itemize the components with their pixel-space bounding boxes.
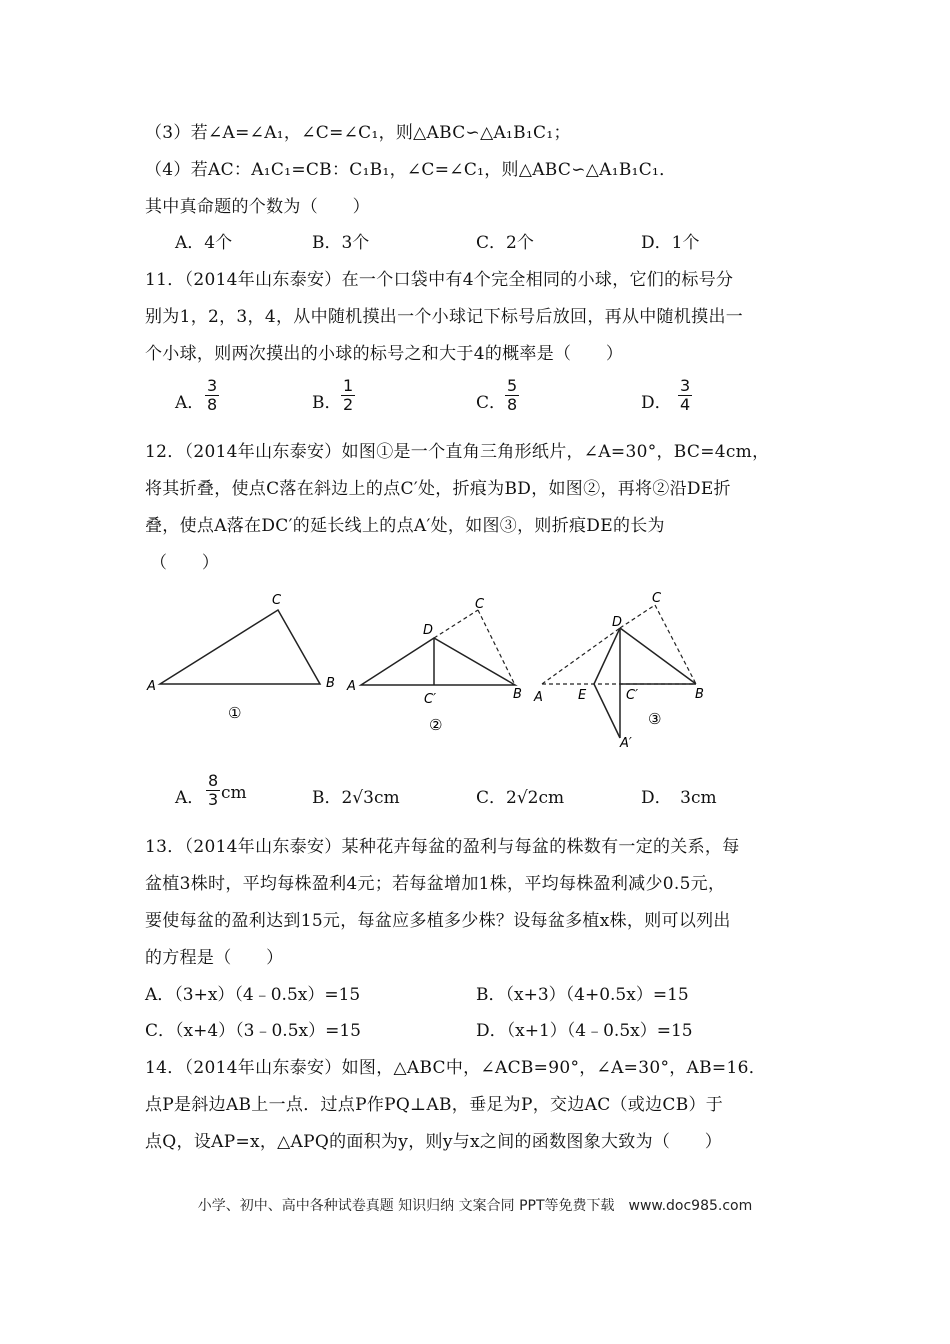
q12-text-1: 12．（2014年山东泰安）如图①是一个直角三角形纸片，∠A=30°，BC=4cm， [145,442,770,462]
numerator: 3 [680,376,691,395]
q14-text-3: 点Q，设AP=x，△APQ的面积为y，则y与x之间的函数图象大致为（ ） [145,1132,723,1152]
q13-option-c: C．（x+4）（3﹣0.5x）=15 [145,1021,361,1041]
fig3-label-c: C [652,591,662,606]
q10-question: 其中真命题的个数为（ ） [145,197,370,217]
q12-option-d: D． 3cm [641,788,717,808]
q11-option-c-fraction [505,377,519,414]
q11-option-a-label: A． [175,393,205,413]
fig1-label-a: A [147,679,156,694]
denominator: 4 [680,395,691,414]
q14-text-1: 14．（2014年山东泰安）如图，△ABC中，∠ACB=90°，∠A=30°，AB=16． [145,1058,766,1078]
q12-option-c: C．2√2cm [476,788,565,808]
q10-option-b: B．3个 [312,233,370,253]
q11-text-1: 11．（2014年山东泰安）在一个口袋中有4个完全相同的小球，它们的标号分 [145,270,734,290]
fig1-number: ① [228,704,242,722]
q13-option-a: A．（3+x）（4﹣0.5x）=15 [145,985,361,1005]
q11-option-a-fraction [205,377,219,414]
q12-text-2: 将其折叠，使点C落在斜边上的点C′处，折痕为BD，如图②，再将②沿DE折 [145,479,731,499]
q13-option-b: B．（x+3）（4+0.5x）=15 [476,985,689,1005]
fig2-label-d: D [423,623,434,638]
numerator: 5 [507,376,518,395]
numerator: 8 [208,771,219,790]
q10-statement-3: （3）若∠A=∠A₁，∠C=∠C₁，则△ABC∽△A₁B₁C₁； [145,123,571,143]
figure-2 [346,597,522,734]
q13-option-d: D．（x+1）（4﹣0.5x）=15 [476,1021,693,1041]
fig1-label-c: C [272,593,282,608]
fig3-label-cprime: C′ [626,688,639,703]
numerator: 1 [343,376,354,395]
fig3-number: ③ [648,710,662,728]
q11-option-b-fraction [341,377,355,414]
q13-text-4: 的方程是（ ） [145,948,284,968]
q10-option-a: A．4个 [175,233,233,253]
q13-text-3: 要使每盆的盈利达到15元，每盆应多植多少株？设每盆多植x株，则可以列出 [145,911,731,931]
fig3-label-e: E [578,688,587,703]
denominator: 8 [207,395,218,414]
q11-option-d-fraction [678,377,692,414]
q12-option-b: B．2√3cm [312,788,400,808]
q12-option-a-label: A． [175,788,205,808]
figure-1 [146,593,335,722]
fig3-label-d: D [612,615,623,630]
q11-text-2: 别为1，2，3，4，从中随机摸出一个小球记下标号后放回，再从中随机摸出一 [145,307,744,327]
page-footer: 小学、初中、高中各种试卷真题 知识归纳 文案合同 PPT等免费下载 www.doc985.com [197,1198,753,1214]
q13-text-2: 盆植3株时，平均每株盈利4元；若每盆增加1株，平均每株盈利减少0.5元， [145,874,726,894]
denominator: 2 [343,395,354,414]
q10-option-c: C．2个 [476,233,534,253]
q12-text-4: （ ） [150,553,220,573]
fig2-label-cprime: C′ [424,692,437,707]
fig1-label-b: B [326,676,335,691]
q11-option-b-label: B． [312,393,342,413]
numerator: 3 [207,376,218,395]
denominator: 3 [208,790,219,809]
q11-option-c-label: C． [476,393,507,413]
q12-figures [0,580,950,760]
fig2-label-c: C [475,597,485,612]
q10-option-d: D．1个 [641,233,700,253]
q12-option-a-fraction [206,772,220,809]
fig3-label-aprime: A′ [620,736,632,751]
fig3-label-a: A [534,690,543,705]
q11-text-3: 个小球，则两次摸出的小球的标号之和大于4的概率是（ ） [145,344,624,364]
fig2-label-a: A [347,679,356,694]
q12-text-3: 叠，使点A落在DC′的延长线上的点A′处，如图③，则折痕DE的长为 [145,516,665,536]
q10-statement-4: （4）若AC：A₁C₁=CB：C₁B₁，∠C=∠C₁，则△ABC∽△A₁B₁C₁． [145,160,677,180]
fig3-label-b: B [695,687,704,702]
q13-text-1: 13．（2014年山东泰安）某种花卉每盆的盈利与每盆的株数有一定的关系，每 [145,837,740,857]
denominator: 8 [507,395,518,414]
q12-option-a-unit: cm [221,783,247,803]
q11-option-d-label: D． [641,393,672,413]
fig2-label-b: B [513,687,522,702]
fig2-number: ② [429,716,443,734]
figure-3 [533,591,704,751]
q14-text-2: 点P是斜边AB上一点．过点P作PQ⊥AB，垂足为P，交边AC（或边CB）于 [145,1095,724,1115]
